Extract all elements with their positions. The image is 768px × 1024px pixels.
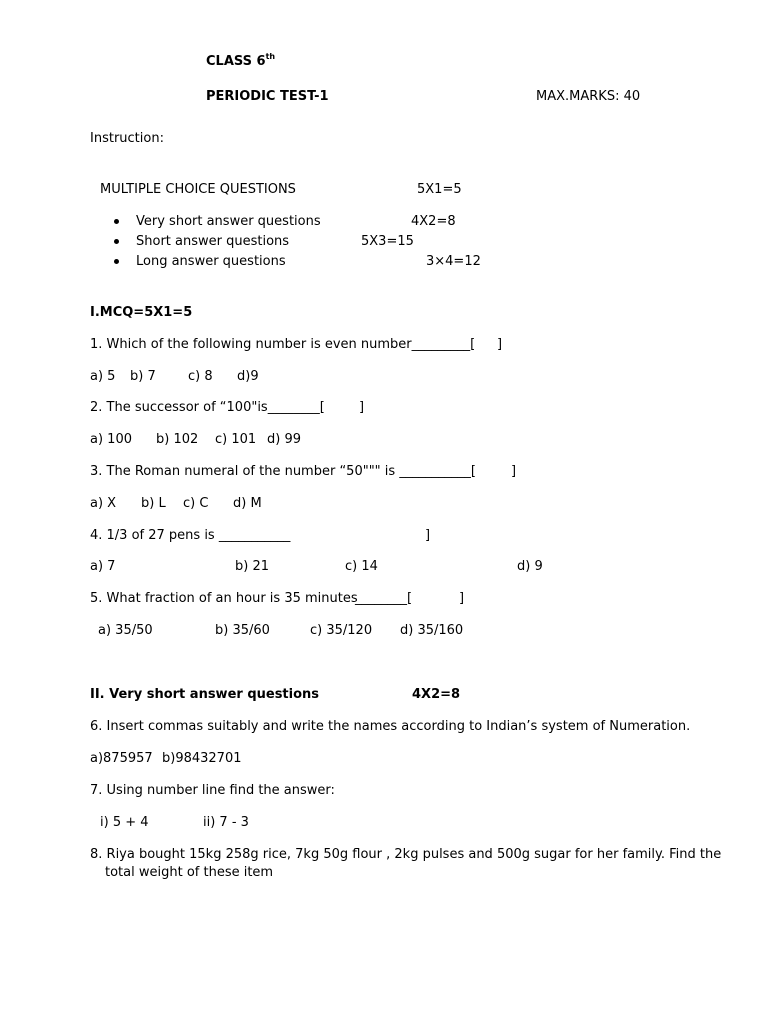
class-superscript: th [265, 52, 276, 61]
test-title: PERIODIC TEST-1 [206, 89, 329, 104]
bracket-close: ] [459, 591, 465, 606]
q6-part-b: b)98432701 [162, 751, 242, 766]
instruction-item-label: Short answer questions [136, 234, 290, 249]
option: b) 35/60 [215, 623, 270, 638]
option: a) 35/50 [98, 623, 153, 638]
mcq-marks: 5X1=5 [417, 182, 462, 197]
bullet-icon [114, 239, 119, 244]
class-label: CLASS 6th [206, 52, 276, 69]
bullet-icon [114, 259, 119, 264]
bracket-close: ] [359, 400, 365, 415]
option: a) 7 [90, 559, 116, 574]
q7-part-i: i) 5 + 4 [100, 815, 149, 830]
q7-part-ii: ii) 7 - 3 [203, 815, 249, 830]
bracket-close: ] [511, 464, 517, 479]
answer-blank: ___________ [399, 464, 471, 479]
option: a) 100 [90, 432, 132, 447]
question-8: 8. Riya bought 15kg 258g rice, 7kg 50g flour , 2kg pulses and 500g sugar for her family. Find the [90, 847, 722, 862]
question-text: 2. The successor of “100"is________[ [90, 400, 325, 415]
question-text: 1. Which of the following number is even number_________[ [90, 337, 476, 352]
option: c) 35/120 [310, 623, 373, 638]
option: d) 35/160 [400, 623, 464, 638]
answer-blank: ___________ [218, 528, 291, 543]
answer-blank: ________[ [355, 591, 413, 606]
bracket-open: [ [319, 400, 325, 415]
instruction-label: Instruction: [90, 131, 164, 146]
question-text: 4. 1/3 of 27 pens is ___________ [90, 528, 291, 543]
question-text: 5. What fraction of an hour is 35 minutes [90, 591, 358, 606]
option: b) 7 [130, 369, 156, 384]
question-text: 3. The Roman numeral of the number “50""" is ___________[ [90, 464, 476, 479]
option: b) 21 [235, 559, 269, 574]
question-7: 7. Using number line find the answer: [90, 783, 335, 798]
bracket-close: ] [425, 528, 431, 543]
section2-heading: II. Very short answer questions [90, 687, 320, 702]
bullet-icon [114, 219, 119, 224]
section2-marks: 4X2=8 [412, 687, 461, 702]
instruction-item-marks: 4X2=8 [411, 214, 456, 229]
instruction-item-marks: 5X3=15 [361, 234, 414, 249]
option: c) 8 [188, 369, 213, 384]
option: c) C [183, 496, 209, 511]
instruction-item-marks: 3×4=12 [426, 254, 481, 269]
max-marks: MAX.MARKS: 40 [536, 89, 641, 104]
instruction-item-label: Long answer questions [136, 254, 286, 269]
bracket-close: ] [497, 337, 503, 352]
answer-blank: ________ [267, 400, 320, 415]
option: b) L [141, 496, 166, 511]
section1-heading: I.MCQ=5X1=5 [90, 305, 193, 320]
option: b) 102 [156, 432, 199, 447]
option: d) M [233, 496, 262, 511]
option: a) X [90, 496, 117, 511]
option: c) 101 [215, 432, 257, 447]
instruction-item-label: Very short answer questions [136, 214, 321, 229]
option: d) 9 [517, 559, 543, 574]
bracket-open: [ [470, 464, 476, 479]
question-6: 6. Insert commas suitably and write the names according to Indian’s system of Numeration. [90, 719, 691, 734]
bracket-open: [ [470, 337, 476, 352]
answer-blank: _________ [411, 337, 471, 352]
option: a) 5 [90, 369, 116, 384]
q6-part-a: a)875957 [90, 751, 153, 766]
bracket-open: [ [407, 591, 413, 606]
option: c) 14 [345, 559, 378, 574]
option: d) 99 [267, 432, 301, 447]
option: d)9 [237, 369, 259, 384]
mcq-label: MULTIPLE CHOICE QUESTIONS [100, 182, 296, 197]
question-8-continuation: total weight of these item [105, 865, 274, 880]
